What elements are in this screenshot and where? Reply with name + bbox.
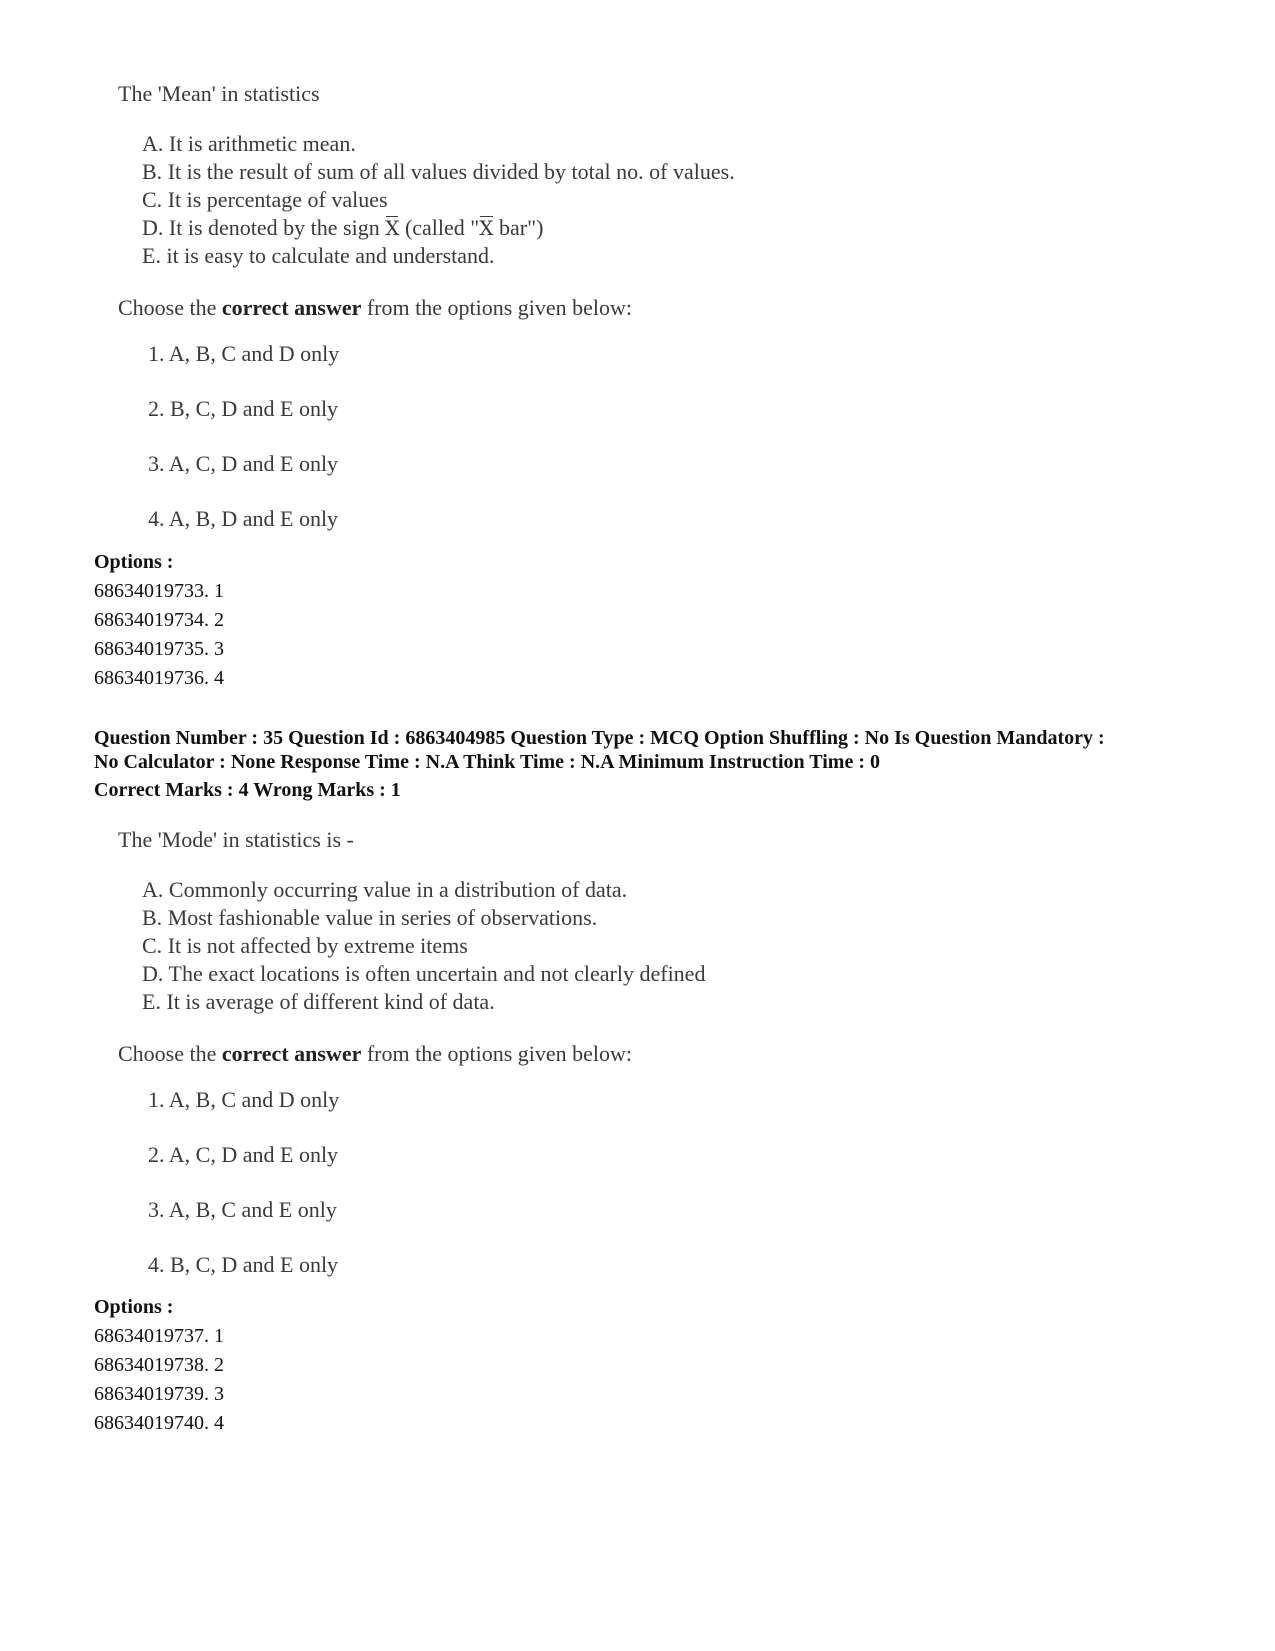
options-block-35	[94, 1293, 224, 1438]
option-id-row: 68634019735. 3	[94, 638, 224, 660]
statement-list	[118, 876, 838, 1016]
option-id-row: 68634019739. 3	[94, 1383, 224, 1405]
x-bar-symbol: X	[385, 216, 400, 240]
statement-c: C. It is not affected by extreme items	[142, 933, 468, 958]
answer-choice: 1. A, B, C and D only	[148, 1087, 340, 1112]
statement-b: B. It is the result of sum of all values divided by total no. of values.	[142, 159, 735, 184]
answer-choice: 3. A, C, D and E only	[148, 451, 339, 476]
choose-instruction: Choose the correct answer from the options given below:	[118, 295, 633, 320]
meta-line-2: No Calculator : None Response Time : N.A Think Time : N.A Minimum Instruction Time : 0	[94, 751, 880, 773]
question-35-body	[118, 826, 838, 1306]
question-35-meta	[94, 726, 1214, 802]
question-stem: The 'Mode' in statistics is -	[118, 827, 354, 852]
option-id-row: 68634019738. 2	[94, 1354, 224, 1376]
options-title: Options :	[94, 1296, 174, 1318]
statement-list	[118, 130, 838, 270]
option-id-row: 68634019737. 1	[94, 1325, 224, 1347]
answer-choice-list	[118, 1086, 838, 1306]
answer-choice: 3. A, B, C and E only	[148, 1197, 337, 1222]
statement-c: C. It is percentage of values	[142, 187, 388, 212]
option-id-row: 68634019734. 2	[94, 609, 224, 631]
option-id-row: 68634019736. 4	[94, 667, 224, 689]
x-bar-symbol: X	[479, 216, 494, 240]
question-34-body	[118, 80, 838, 560]
statement-a: A. It is arithmetic mean.	[142, 131, 356, 156]
answer-choice: 4. A, B, D and E only	[148, 506, 339, 531]
options-title: Options :	[94, 551, 174, 573]
answer-choice: 2. A, C, D and E only	[148, 1142, 339, 1167]
option-id-row: 68634019740. 4	[94, 1412, 224, 1434]
options-block-34	[94, 548, 224, 693]
question-stem: The 'Mean' in statistics	[118, 81, 320, 106]
answer-choice: 1. A, B, C and D only	[148, 341, 340, 366]
option-id-row: 68634019733. 1	[94, 580, 224, 602]
statement-d: D. The exact locations is often uncertain and not clearly defined	[142, 961, 706, 986]
marks-line: Correct Marks : 4 Wrong Marks : 1	[94, 779, 401, 801]
statement-a: A. Commonly occurring value in a distribution of data.	[142, 877, 628, 902]
meta-line-1: Question Number : 35 Question Id : 6863404985 Question Type : MCQ Option Shuffling : No Is Question Mandatory :	[94, 727, 1105, 749]
answer-choice: 2. B, C, D and E only	[148, 396, 339, 421]
statement-d: D. It is denoted by the sign X (called "X bar")	[142, 215, 544, 240]
statement-e: E. it is easy to calculate and understand.	[142, 243, 495, 268]
statement-e: E. It is average of different kind of data.	[142, 989, 495, 1014]
answer-choice-list	[118, 340, 838, 560]
statement-b: B. Most fashionable value in series of observations.	[142, 905, 598, 930]
answer-choice: 4. B, C, D and E only	[148, 1252, 339, 1277]
choose-instruction: Choose the correct answer from the options given below:	[118, 1041, 633, 1066]
